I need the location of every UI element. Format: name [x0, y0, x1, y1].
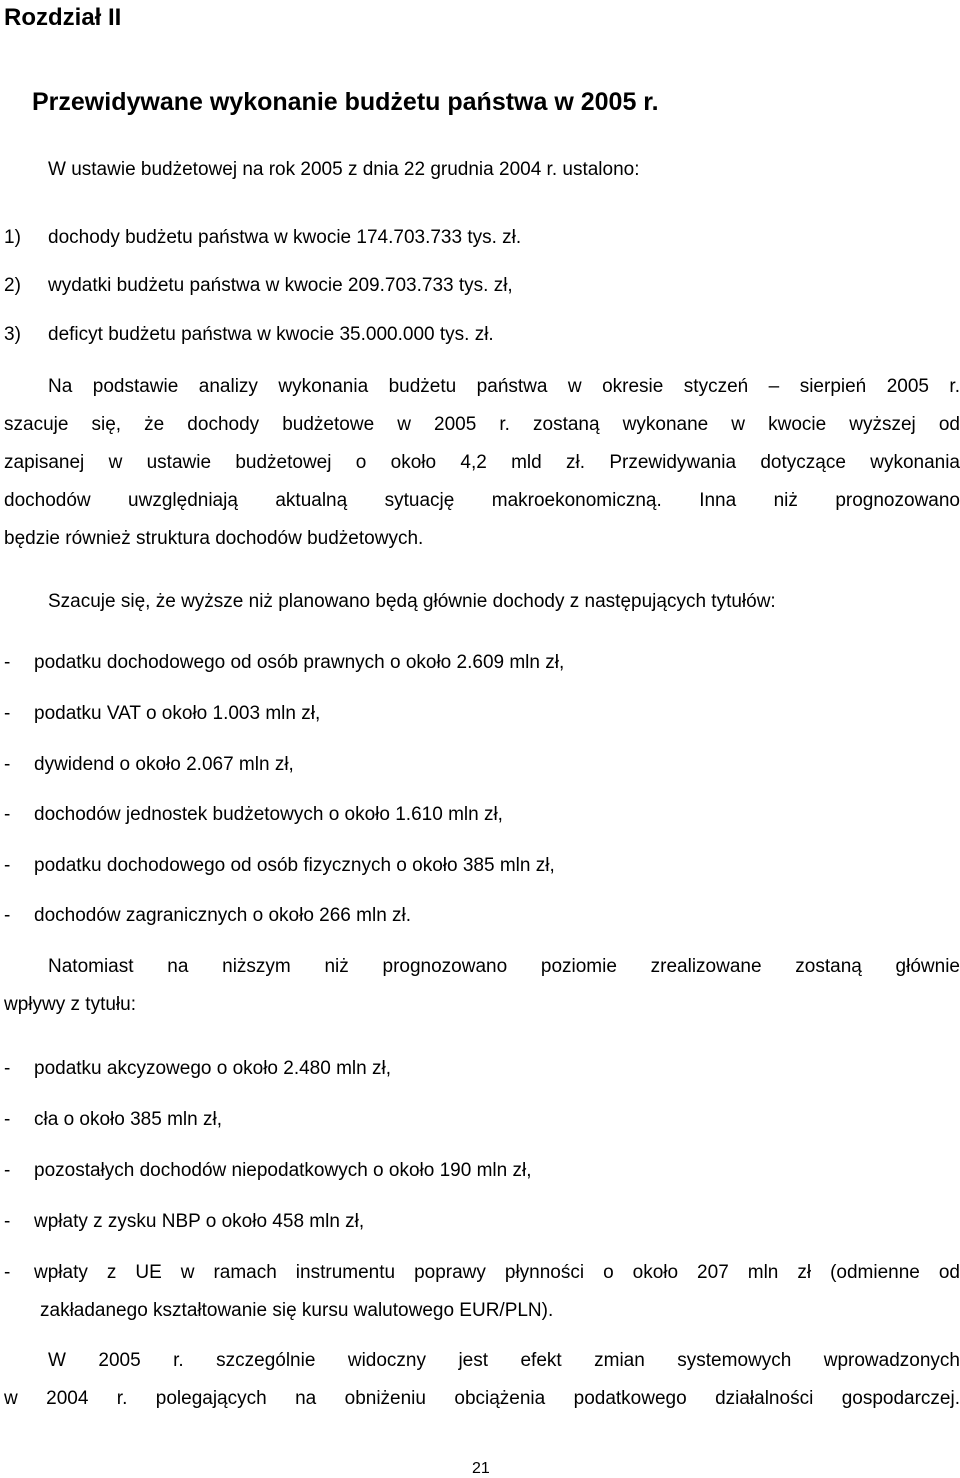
item-number: 2): [4, 275, 21, 296]
list-dash: -: [4, 804, 11, 825]
paragraph-line: w 2004 r. polegających na obniżeniu obciążenia podatkowego działalności gospodarczej.: [4, 1388, 960, 1409]
list-dash: -: [4, 703, 11, 724]
list-item-text: podatku dochodowego od osób prawnych o około 2.609 mln zł,: [34, 652, 565, 673]
intro-paragraph: W ustawie budżetowej na rok 2005 z dnia 22 grudnia 2004 r. ustalono:: [48, 159, 640, 180]
chapter-heading: Rozdział II: [4, 4, 122, 31]
list-dash: -: [4, 1058, 11, 1079]
list-item: [0, 653, 960, 675]
list-dash: -: [4, 905, 11, 926]
list-item-text: podatku akcyzowego o około 2.480 mln zł,: [34, 1058, 391, 1079]
paragraph-line: wpłaty z UE w ramach instrumentu poprawy płynności o około 207 mln zł (odmienne od: [34, 1262, 960, 1283]
numbered-item: [0, 228, 960, 250]
list-item: [0, 805, 960, 827]
page-title: Przewidywane wykonanie budżetu państwa w 2005 r.: [32, 88, 659, 116]
paragraph-line: dochodów uwzględniają aktualną sytuację makroekonomiczną. Inna niż prognozowano: [4, 490, 960, 511]
item-text: deficyt budżetu państwa w kwocie 35.000.000 tys. zł.: [48, 324, 494, 345]
list-dash: -: [4, 855, 11, 876]
list-item: [0, 906, 960, 928]
list-item: [0, 755, 960, 777]
paragraph-line: Na podstawie analizy wykonania budżetu państwa w okresie styczeń – sierpień 2005 r.: [48, 376, 960, 397]
numbered-item: [0, 276, 960, 298]
list-item-text: podatku VAT o około 1.003 mln zł,: [34, 703, 321, 724]
paragraph-line: będzie również struktura dochodów budżetowych.: [4, 528, 424, 549]
list-item: [0, 1161, 960, 1183]
item-text: wydatki budżetu państwa w kwocie 209.703.733 tys. zł,: [48, 275, 513, 296]
list-item: [0, 1110, 960, 1132]
list-dash: -: [4, 1262, 11, 1283]
list-dash: -: [4, 1109, 11, 1130]
paragraph-line: szacuje się, że dochody budżetowe w 2005 r. zostaną wykonane w kwocie wyższej od: [4, 414, 960, 435]
paragraph-line: zakładanego kształtowanie się kursu walutowego EUR/PLN).: [40, 1300, 554, 1321]
list-item-text: pozostałych dochodów niepodatkowych o około 190 mln zł,: [34, 1160, 532, 1181]
paragraph-line: wpływy z tytułu:: [4, 994, 136, 1015]
closing-paragraph: [4, 1342, 960, 1418]
list-item: [0, 856, 960, 878]
list-item: [0, 1059, 960, 1081]
list-item-text: [34, 1254, 960, 1330]
analysis-paragraph: [4, 368, 960, 558]
item-number: 3): [4, 324, 21, 345]
list-dash: -: [4, 754, 11, 775]
list-item-text: wpłaty z zysku NBP o około 458 mln zł,: [34, 1211, 365, 1232]
list-item-text: cła o około 385 mln zł,: [34, 1109, 222, 1130]
lower-revenue-intro: [4, 948, 960, 1024]
list-item-text: dochodów jednostek budżetowych o około 1.610 mln zł,: [34, 804, 503, 825]
item-text: dochody budżetu państwa w kwocie 174.703.733 tys. zł.: [48, 227, 522, 248]
list-item-text: dywidend o około 2.067 mln zł,: [34, 754, 294, 775]
item-number: 1): [4, 227, 21, 248]
higher-revenue-intro: Szacuje się, że wyższe niż planowano będą głównie dochody z następujących tytułów:: [48, 591, 776, 612]
list-dash: -: [4, 1160, 11, 1181]
paragraph-line: zapisanej w ustawie budżetowej o około 4,2 mld zł. Przewidywania dotyczące wykonania: [4, 452, 960, 473]
list-item: [0, 1212, 960, 1234]
page-number: 21: [472, 1460, 490, 1477]
list-dash: -: [4, 652, 11, 673]
list-item: [0, 704, 960, 726]
list-item-text: dochodów zagranicznych o około 266 mln zł.: [34, 905, 412, 926]
list-dash: -: [4, 1211, 11, 1232]
numbered-item: [0, 325, 960, 347]
paragraph-line: Natomiast na niższym niż prognozowano poziomie zrealizowane zostaną głównie: [48, 956, 960, 977]
paragraph-line: W 2005 r. szczególnie widoczny jest efekt zmian systemowych wprowadzonych: [48, 1350, 960, 1371]
list-item-text: podatku dochodowego od osób fizycznych o około 385 mln zł,: [34, 855, 555, 876]
